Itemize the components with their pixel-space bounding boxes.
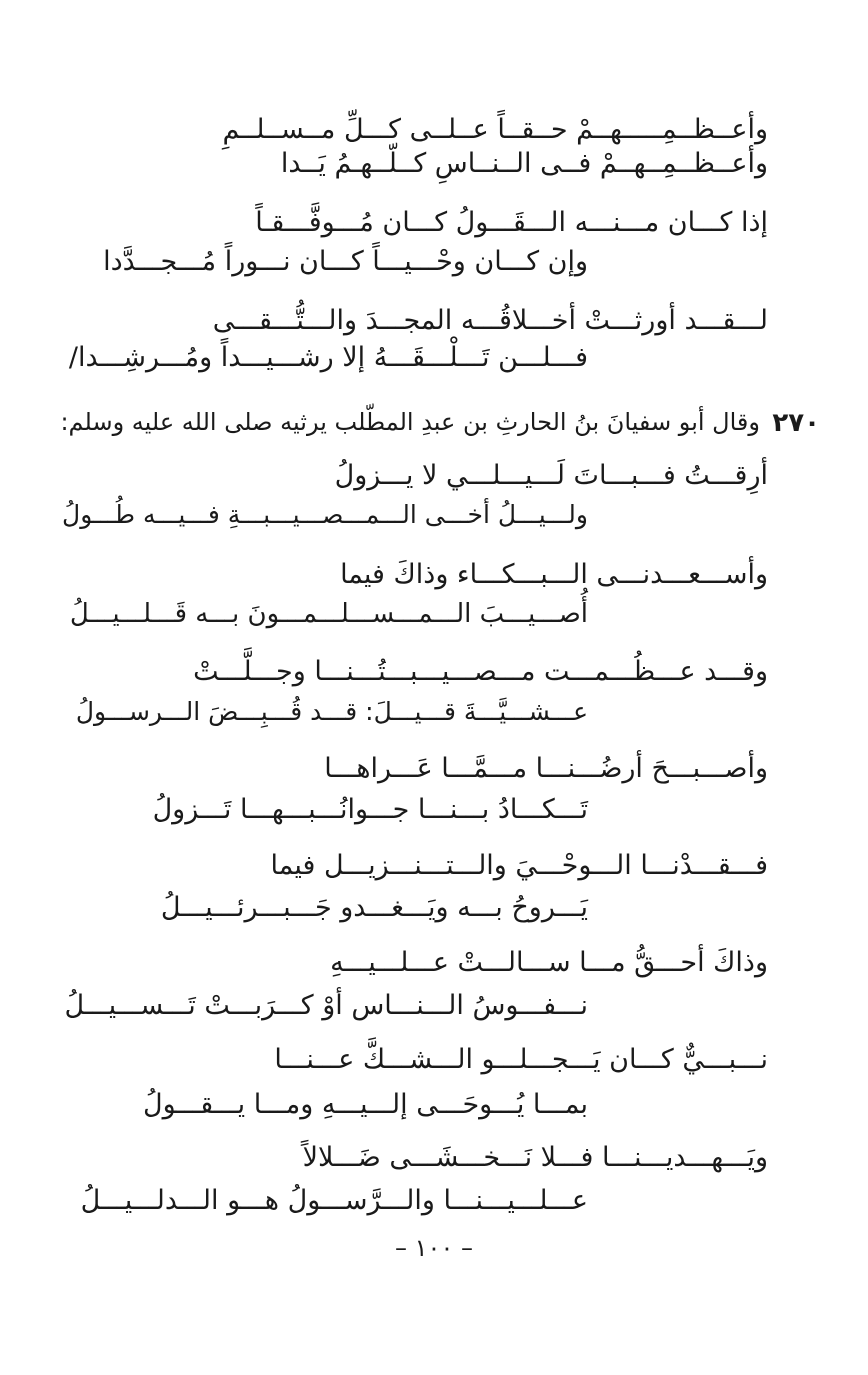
verse-line-second: وإن كـــان وحْـــيـــاً كـــان نـــوراً مُـــجـــدَّدا — [103, 246, 588, 277]
poem-number: ٢٧٠ — [772, 408, 820, 438]
verse-line-second: أُصـــيـــبَ الـــمـــســـلـــمـــونَ بـــه قَـــلـــيـــلُ — [69, 599, 588, 629]
verse-line-second: يَـــروحُ بـــه ويَـــغـــدو جَـــبـــرئـــيـــلُ — [160, 892, 588, 923]
verse-line-second: فـــلـــن تَـــلْـــقَـــهُ إلا رشـــيـــداً ومُـــرشِـــدا/ — [68, 342, 588, 373]
verse-line-second: تَـــكـــادُ بـــنـــا جـــوانُـــبـــهـــا تَـــزولُ — [152, 794, 588, 825]
verse-line-second: بمـــا يُـــوحَـــى إلـــيـــهِ ومـــا يـــقـــولُ — [143, 1089, 588, 1120]
verse-line-first: نـــبـــيٌّ كـــان يَـــجـــلـــو الـــشـــكَّ عـــنـــا — [274, 1044, 768, 1075]
verse-line-first: لـــقـــد أورثـــتْ أخـــلاقُـــه المجـــدَ والـــتُّـــقـــى — [212, 305, 768, 336]
verse-line-first: وأســـعـــدنـــى الـــبـــكـــاء وذاكَ فيما — [340, 559, 768, 590]
verse-line-first: وأصـــبـــحَ أرضُـــنـــا مـــمَّـــا عَـــراهـــا — [324, 753, 768, 784]
page-number: – ١٠٠ – — [395, 1234, 473, 1262]
verse-line-first: فـــقـــدْنـــا الـــوحْـــيَ والـــتـــنـــزيـــل فيما — [270, 850, 768, 881]
verse-line-second: عـــشـــيَّـــةَ قـــيـــلَ: قـــد قُـــبِـــضَ الـــرســـولُ — [75, 697, 588, 726]
verse-line-first: وأعــظــمِـــــهــمْ حــقــاً عــلــى كـــلِّ مــســلــمِ — [222, 114, 768, 145]
verse-line-first: ويَـــهـــديـــنـــا فـــلا نَـــخـــشَـــى ضَـــلالاً — [302, 1142, 768, 1173]
poem-heading: وقال أبو سفيانَ بنُ الحارثِ بن عبدِ المطّلب يرثيه صلى الله عليه وسلم: — [60, 408, 760, 436]
verse-line-second: ولـــيـــلُ أخـــى الـــمـــصـــيـــبـــةِ فـــيـــه طُـــولُ — [62, 500, 588, 529]
verse-line-first: إذا كـــان مـــنـــه الـــقَـــولُ كـــان مُـــوفَّـــقـاً — [255, 207, 768, 238]
verse-line-second: وأعــظــمِــهــمْ فــى الــنــاسِ كــلّــهـمُ يَــدا — [280, 148, 768, 179]
verse-line-first: وذاكَ أحـــقُّ مـــا ســـالـــتْ عـــلـــيـــهِ — [330, 947, 768, 978]
verse-line-second: عـــلـــيـــنـــا والـــرَّســـولُ هـــو الـــدلـــيـــلُ — [80, 1185, 588, 1216]
verse-line-first: وقـــد عـــظُـــمـــت مـــصـــيـــبـــتُـــنـــا وجـــلَّـــتْ — [193, 656, 768, 687]
verse-line-first: أرِقـــتُ فـــبـــاتَ لَـــيـــلـــي لا يـــزولُ — [334, 460, 768, 491]
verse-line-second: نـــفـــوسُ الـــنـــاس أوْ كـــرَبـــتْ تَـــســـيـــلُ — [64, 990, 588, 1021]
